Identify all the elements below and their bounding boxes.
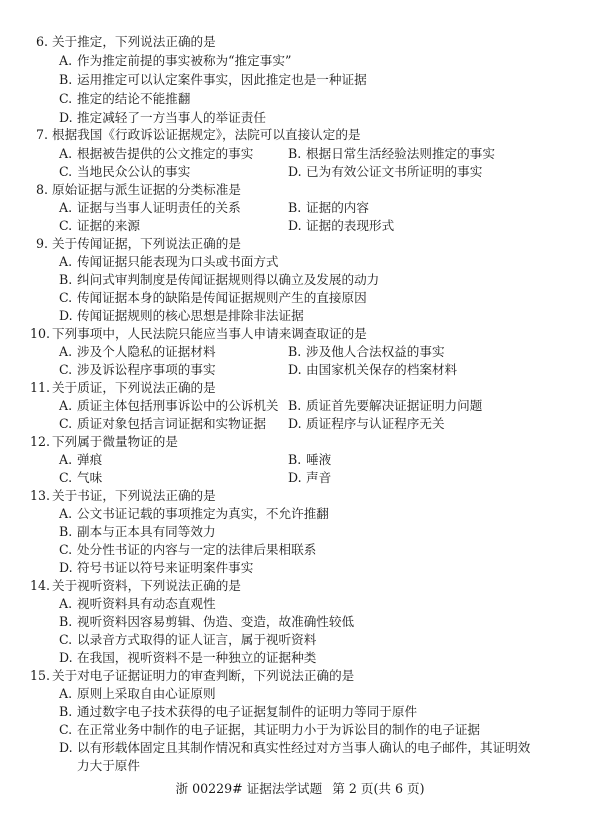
- option: [59, 272, 379, 287]
- option: [59, 91, 190, 106]
- option: [59, 560, 253, 575]
- option: [59, 164, 190, 179]
- option: [288, 344, 445, 359]
- option-label: D.: [59, 560, 73, 575]
- option: [288, 146, 495, 161]
- option-label: C.: [59, 722, 73, 737]
- option-label: C.: [59, 362, 73, 377]
- option-text: 原则上采取自由心证原则: [77, 686, 216, 701]
- question-text: 下列属于微量物证的是: [52, 434, 178, 449]
- option-text: 视听资料因容易剪辑、伪造、变造，故准确性较低: [77, 614, 355, 629]
- option: [59, 146, 253, 161]
- option-label: C.: [59, 91, 73, 106]
- option-label: B.: [288, 200, 302, 215]
- option: [59, 53, 291, 68]
- option-text: 传闻证据本身的缺陷是传闻证据规则产生的直接原因: [77, 290, 367, 305]
- option: [288, 200, 369, 215]
- option: [59, 218, 140, 233]
- option-text: 以录音方式取得的证人证言，属于视听资料: [77, 632, 317, 647]
- option-label: A.: [59, 344, 73, 359]
- option-text: 视听资料具有动态直观性: [77, 596, 216, 611]
- option: [288, 416, 445, 431]
- option-label: B.: [59, 524, 73, 539]
- option-text: 证据的内容: [306, 200, 369, 215]
- option-text: 推定减轻了一方当事人的举证责任: [77, 110, 266, 125]
- question-7: [34, 127, 361, 142]
- option-label: A.: [59, 452, 73, 467]
- question-8: [34, 182, 241, 197]
- option: [288, 452, 331, 467]
- option: [59, 308, 304, 323]
- option-label: C.: [59, 290, 73, 305]
- option: [59, 614, 354, 629]
- option: [59, 740, 530, 755]
- option-label: C.: [59, 218, 73, 233]
- question-text: 关于质证，下列说法正确的是: [52, 380, 216, 395]
- question-text: 关于对电子证据证明力的审查判断，下列说法正确的是: [52, 668, 355, 683]
- option: [59, 362, 216, 377]
- option: [59, 290, 367, 305]
- option-label: A.: [59, 686, 73, 701]
- option-text: 质证程序与认证程序无关: [306, 416, 445, 431]
- option-text: 根据被告提供的公文推定的事实: [77, 146, 254, 161]
- question-text: 关于书证，下列说法正确的是: [52, 488, 216, 503]
- option: [59, 596, 216, 611]
- question-15: [30, 668, 354, 683]
- option-text: 在正常业务中制作的电子证据，其证明力小于为诉讼目的制作的电子证据: [77, 722, 480, 737]
- option-label: A.: [59, 506, 73, 521]
- option-label: C.: [59, 470, 73, 485]
- question-text: 关于推定，下列说法正确的是: [52, 34, 216, 49]
- option: [59, 506, 329, 521]
- option-text: 证据与当事人证明责任的关系: [77, 200, 241, 215]
- option: [288, 164, 482, 179]
- option: [59, 704, 417, 719]
- option-text: 纠问式审判制度是传闻证据规则得以确立及发展的动力: [77, 272, 380, 287]
- option-label: A.: [59, 146, 73, 161]
- question-number: 8.: [35, 182, 48, 197]
- question-number: 14.: [30, 578, 51, 593]
- option-text: 证据的来源: [77, 218, 140, 233]
- question-6: [34, 34, 216, 49]
- option-label: D.: [288, 470, 302, 485]
- option-text: 涉及诉讼程序事项的事实: [77, 362, 216, 377]
- option: [59, 254, 279, 269]
- option-text: 传闻证据规则的核心思想是排除非法证据: [77, 308, 304, 323]
- option-text: 根据日常生活经验法则推定的事实: [306, 146, 495, 161]
- option-label: D.: [288, 362, 302, 377]
- option-text: 以有形载体固定且其制作情况和真实性经过对方当事人确认的电子邮件，其证明效: [77, 740, 531, 755]
- option-text: 副本与正本具有同等效力: [77, 524, 216, 539]
- option: [59, 344, 216, 359]
- option-continuation: 力大于原件: [77, 758, 140, 773]
- option: [59, 686, 216, 701]
- option: [59, 542, 316, 557]
- option-label: A.: [59, 254, 73, 269]
- option-text: 传闻证据只能表现为口头或书面方式: [77, 254, 279, 269]
- option-text: 弹痕: [77, 452, 103, 467]
- option-text: 在我国，视听资料不是一种独立的证据种类: [77, 650, 317, 665]
- option: [59, 524, 216, 539]
- option-text: 涉及个人隐私的证据材料: [77, 344, 216, 359]
- option-label: C.: [59, 542, 73, 557]
- option: [59, 650, 316, 665]
- option-label: D.: [288, 218, 302, 233]
- page-number: 第 2 页(共 6 页): [332, 781, 425, 796]
- question-number: 6.: [35, 34, 48, 49]
- question-number: 13.: [30, 488, 51, 503]
- option-text: 处分性书证的内容与一定的法律后果相联系: [77, 542, 317, 557]
- option-label: B.: [59, 614, 73, 629]
- option-text: 声音: [306, 470, 332, 485]
- option-label: B.: [59, 72, 73, 87]
- option: [59, 72, 367, 87]
- question-text: 关于视听资料，下列说法正确的是: [52, 578, 241, 593]
- option: [288, 362, 457, 377]
- option-label: D.: [288, 164, 302, 179]
- question-number: 15.: [30, 668, 51, 683]
- option: [59, 722, 480, 737]
- question-number: 10.: [30, 326, 51, 341]
- option-text: 证据的表现形式: [306, 218, 395, 233]
- option-label: B.: [288, 452, 302, 467]
- question-text: 根据我国《行政诉讼证据规定》，法院可以直接认定的是: [52, 127, 361, 142]
- option: [59, 200, 241, 215]
- option-text: 作为推定前提的事实被称为“推定事实”: [77, 53, 292, 68]
- question-11: [30, 380, 216, 395]
- option-label: D.: [59, 740, 73, 755]
- option-label: B.: [59, 272, 73, 287]
- option-label: C.: [59, 164, 73, 179]
- option: [59, 632, 316, 647]
- question-number: 11.: [30, 380, 51, 395]
- option-label: D.: [59, 110, 73, 125]
- option-text: 由国家机关保存的档案材料: [306, 362, 458, 377]
- question-number: 12.: [30, 434, 51, 449]
- question-13: [30, 488, 216, 503]
- question-12: [30, 434, 178, 449]
- question-text: 关于传闻证据，下列说法正确的是: [52, 236, 241, 251]
- question-14: [30, 578, 241, 593]
- option-text: 当地民众公认的事实: [77, 164, 191, 179]
- page-footer: [0, 781, 600, 796]
- question-9: [34, 236, 241, 251]
- option: [59, 452, 102, 467]
- option-label: B.: [288, 146, 302, 161]
- option-text: 运用推定可以认定案件事实，因此推定也是一种证据: [77, 72, 367, 87]
- option-label: C.: [59, 416, 73, 431]
- option-label: D.: [59, 308, 73, 323]
- option-label: A.: [59, 53, 73, 68]
- option-label: B.: [288, 344, 302, 359]
- option-label: A.: [59, 596, 73, 611]
- option: [288, 398, 482, 413]
- option-label: D.: [59, 650, 73, 665]
- option-label: A.: [59, 398, 73, 413]
- option-label: B.: [288, 398, 302, 413]
- question-text: 原始证据与派生证据的分类标准是: [52, 182, 241, 197]
- option-text: 通过数字电子技术获得的电子证据复制件的证明力等同于原件: [77, 704, 418, 719]
- option-label: D.: [288, 416, 302, 431]
- option-label: A.: [59, 200, 73, 215]
- option-text: 质证首先要解决证据证明力问题: [306, 398, 483, 413]
- option-text: 符号书证以符号来证明案件事实: [77, 560, 254, 575]
- question-text: 下列事项中，人民法院只能应当事人申请来调查取证的是: [52, 326, 367, 341]
- question-number: 7.: [35, 127, 48, 142]
- question-10: [30, 326, 367, 341]
- option-text: 推定的结论不能推翻: [77, 91, 191, 106]
- option: [59, 110, 266, 125]
- option-text: 公文书证记载的事项推定为真实，不允许推翻: [77, 506, 329, 521]
- option-text: 质证主体包括刑事诉讼中的公诉机关: [77, 398, 279, 413]
- option-label: B.: [59, 704, 73, 719]
- question-number: 9.: [35, 236, 48, 251]
- option-text: 质证对象包括言词证据和实物证据: [77, 416, 266, 431]
- option: [59, 470, 102, 485]
- option-label: C.: [59, 632, 73, 647]
- exam-code: 浙 00229# 证据法学试题: [175, 781, 323, 796]
- option: [59, 416, 266, 431]
- option: [59, 398, 279, 413]
- option: [288, 470, 331, 485]
- option-text: 唾液: [306, 452, 332, 467]
- option-text: 已为有效公证文书所证明的事实: [306, 164, 483, 179]
- option: [288, 218, 394, 233]
- option-text: 涉及他人合法权益的事实: [306, 344, 445, 359]
- option-text: 气味: [77, 470, 103, 485]
